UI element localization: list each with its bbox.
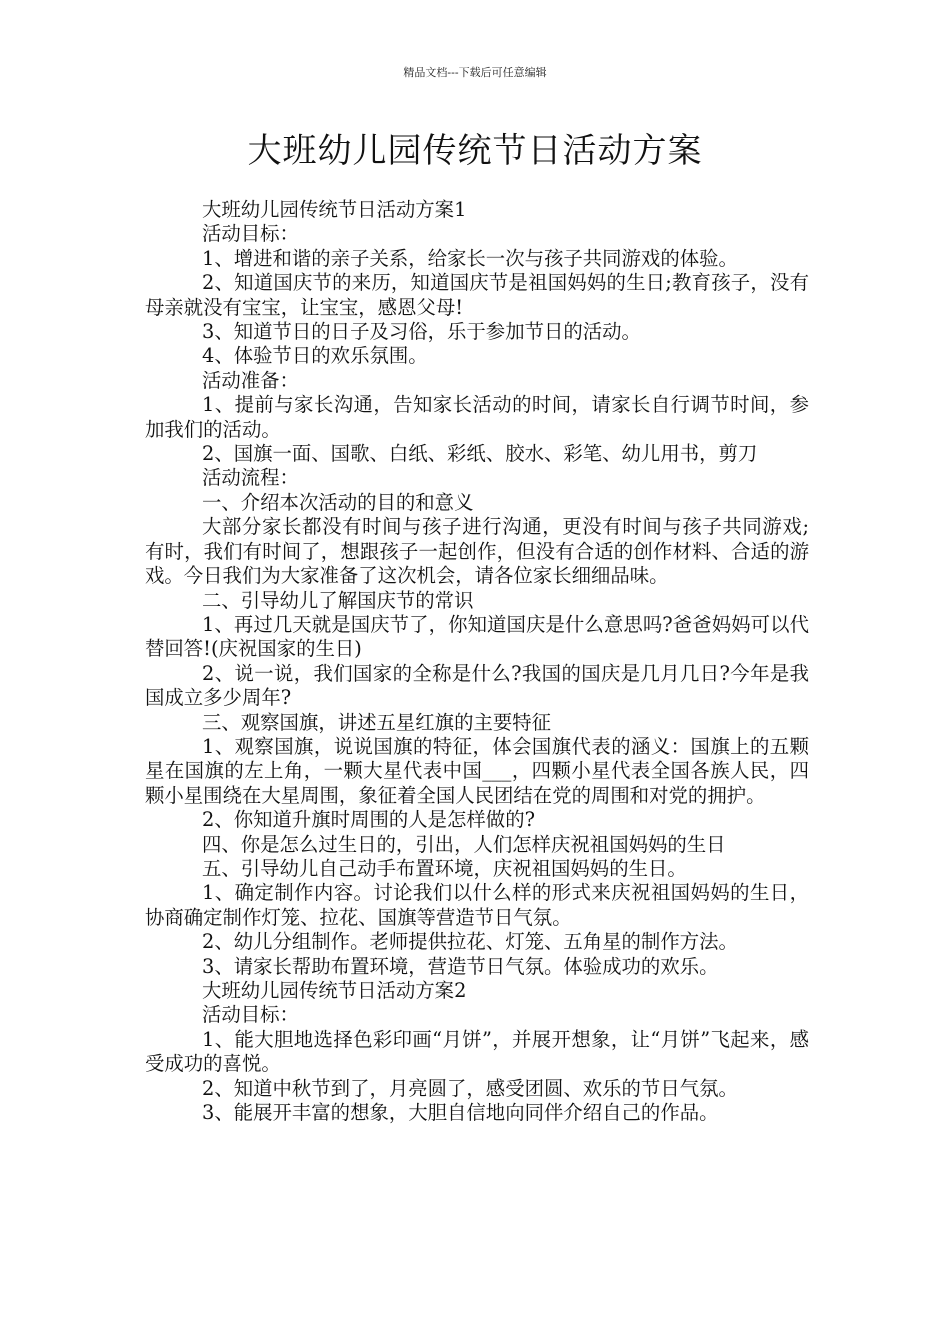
paragraph: 2、幼儿分组制作。老师提供拉花、灯笼、五角星的制作方法。 bbox=[202, 930, 738, 954]
document-title: 大班幼儿园传统节日活动方案 bbox=[247, 131, 703, 171]
paragraph: 2、说一说，我们国家的全称是什么?我国的国庆是几月几日?今年是我国成立多少周年? bbox=[145, 661, 809, 710]
paragraph: 1、提前与家长沟通，告知家长活动的时间，请家长自行调节时间，参加我们的活动。 bbox=[145, 393, 809, 441]
paragraph: 3、请家长帮助布置环境，营造节日气氛。体验成功的欢乐。 bbox=[202, 954, 719, 978]
paragraph: 活动目标： bbox=[202, 222, 299, 246]
paragraph: 大部分家长都没有时间与孩子进行沟通，更没有时间与孩子共同游戏;有时，我们有时间了，想跟孩子一起创作，但没有合适的创作材料、合适的游戏。今日我们为大家准备了这次机会，请各位家长细细品味。 bbox=[145, 515, 809, 588]
paragraph: 五、引导幼儿自己动手布置环境，庆祝祖国妈妈的生日。 bbox=[202, 856, 687, 880]
paragraph: 一、介绍本次活动的目的和意义 bbox=[202, 490, 474, 514]
paragraph: 2、你知道升旗时周围的人是怎样做的? bbox=[202, 808, 535, 832]
paragraph: 1、增进和谐的亲子关系，给家长一次与孩子共同游戏的体验。 bbox=[202, 246, 738, 270]
paragraph: 1、确定制作内容。讨论我们以什么样的形式来庆祝祖国妈妈的生日，协商确定制作灯笼、拉花、国旗等营造节日气氛。 bbox=[145, 881, 809, 929]
header-note: 精品文档---下载后可任意编辑 bbox=[403, 66, 547, 79]
paragraph: 4、体验节日的欢乐氛围。 bbox=[202, 344, 428, 368]
paragraph: 活动目标： bbox=[202, 1003, 299, 1027]
paragraph: 1、再过几天就是国庆节了，你知道国庆是什么意思吗?爸爸妈妈可以代替回答!(庆祝国家的生日) bbox=[145, 612, 809, 661]
paragraph: 3、能展开丰富的想象，大胆自信地向同伴介绍自己的作品。 bbox=[202, 1101, 719, 1125]
paragraph: 活动准备： bbox=[202, 368, 299, 392]
paragraph: 活动流程： bbox=[202, 466, 299, 490]
paragraph: 二、引导幼儿了解国庆节的常识 bbox=[202, 588, 474, 612]
document-body bbox=[145, 198, 809, 1125]
paragraph: 1、观察国旗，说说国旗的特征，体会国旗代表的涵义：国旗上的五颗星在国旗的左上角，一颗大星代表中国___，四颗小星代表全国各族人民，四颗小星围绕在大星周围，象征着全国人民团结在党的周围和对党的拥护。 bbox=[145, 734, 809, 807]
paragraph: 四、你是怎么过生日的，引出，人们怎样庆祝祖国妈妈的生日 bbox=[202, 832, 726, 856]
paragraph: 2、国旗一面、国歌、白纸、彩纸、胶水、彩笔、幼儿用书，剪刀 bbox=[202, 442, 758, 466]
paragraph: 大班幼儿园传统节日活动方案2 bbox=[202, 979, 467, 1002]
paragraph: 1、能大胆地选择色彩印画“月饼”，并展开想象，让“月饼”飞起来，感受成功的喜悦。 bbox=[145, 1027, 809, 1076]
paragraph: 3、知道节日的日子及习俗，乐于参加节日的活动。 bbox=[202, 320, 641, 344]
paragraph: 2、知道中秋节到了，月亮圆了，感受团圆、欢乐的节日气氛。 bbox=[202, 1076, 738, 1100]
paragraph: 大班幼儿园传统节日活动方案1 bbox=[202, 198, 467, 221]
paragraph: 2、知道国庆节的来历，知道国庆节是祖国妈妈的生日;教育孩子，没有母亲就没有宝宝，让宝宝，感恩父母! bbox=[145, 271, 809, 319]
paragraph: 三、观察国旗，讲述五星红旗的主要特征 bbox=[202, 710, 552, 734]
